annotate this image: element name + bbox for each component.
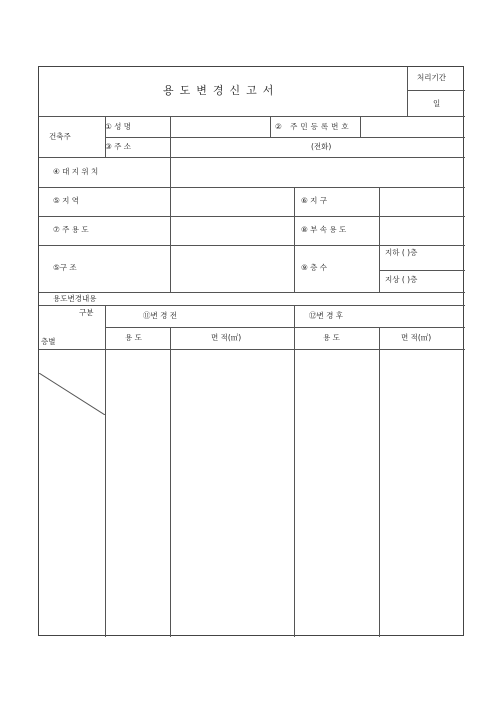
structure-label: ⑤구 조 [53,263,77,272]
change-content-label: 용도변경내용 [53,294,97,303]
rule [360,116,361,137]
rule [39,157,465,158]
owner-label: 건축주 [49,132,71,141]
main-use-label: ⑦ 주 용 도 [53,225,89,234]
rule [294,305,295,637]
rule [407,67,408,116]
rule [294,187,295,292]
rule [105,327,465,328]
division-label: 구분 [79,308,94,317]
resident-no-label: ② 주민등록번호 [275,122,352,131]
rule [39,349,465,350]
sub-use-label: ⑧ 부 속 용 도 [301,225,347,234]
processing-period-label: 처리기간 [417,73,446,82]
before-use-col: 용 도 [125,333,142,342]
after-area-col: 면 적(㎡) [401,333,432,342]
site-location-label: ④ 대 지 위 치 [53,167,99,176]
processing-period-value: 일 [433,99,441,108]
floor-label: 층별 [41,337,56,346]
rule [39,216,465,217]
address-label: ③ 주 소 [105,142,131,151]
rule [39,245,465,246]
use-change-report-form [38,66,464,636]
rule [170,327,171,637]
before-area-col: 면 적(㎡) [211,333,242,342]
rule [39,292,465,293]
rule [270,116,271,137]
diagonal-divider [39,373,105,415]
rule [39,187,465,188]
rule [407,90,465,91]
phone-label: (전화) [311,142,332,151]
before-change-header: ⑪변 경 전 [143,311,178,320]
rule [379,327,380,637]
rule [379,270,465,271]
above-ground-floors: 지상 ( )층 [385,275,418,284]
rule [170,116,171,292]
rule [105,137,465,138]
area-label: ⑤ 지 역 [53,196,79,205]
basement-floors: 지하 ( )층 [385,248,418,257]
rule [39,305,465,306]
rule [379,187,380,292]
floors-label: ⑨ 층 수 [301,263,327,272]
rule [105,305,106,637]
form-title: 용도변경신고서 [163,84,280,97]
name-label: ① 성 명 [105,122,131,131]
after-change-header: ⑫변 경 후 [309,311,344,320]
after-use-col: 용 도 [323,333,340,342]
district-label: ⑥ 지 구 [301,196,327,205]
rule [39,116,465,117]
